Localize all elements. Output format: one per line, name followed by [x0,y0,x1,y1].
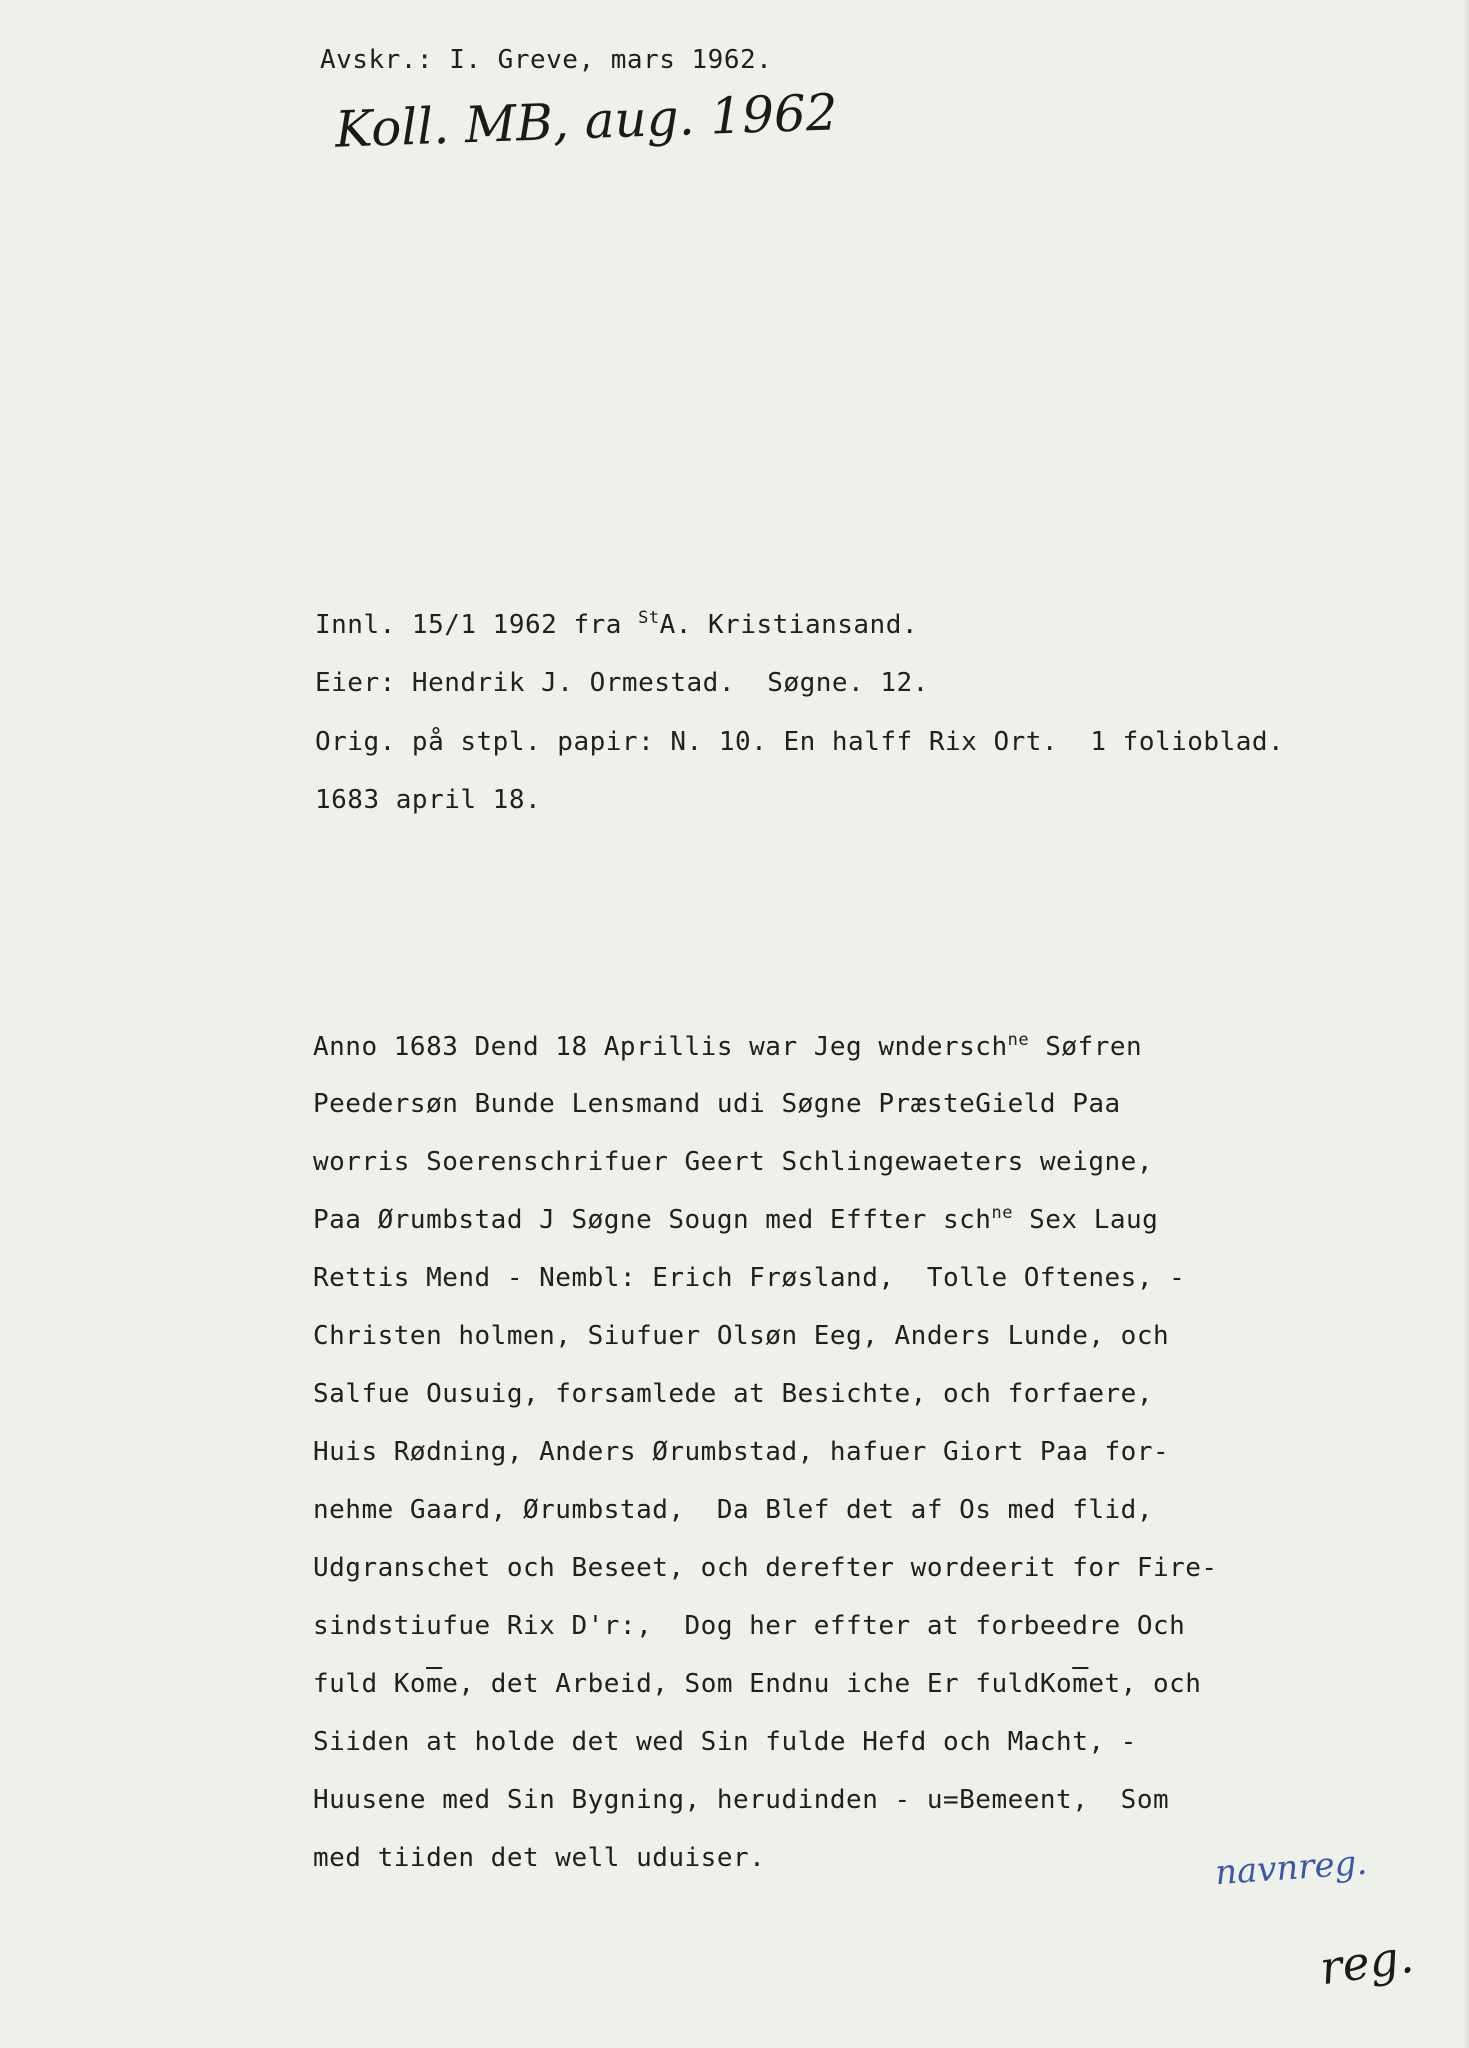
body-line: Huusene med Sin Bygning, herudinden - u=Bemeent, Som [313,1785,1170,1815]
body-line: Peedersøn Bunde Lensmand udi Søgne PræsteGield Paa [313,1089,1121,1119]
page-edge-shadow [1463,0,1469,2048]
metadata-original-line: Orig. på stpl. papir: N. 10. En halff Rix Ort. 1 folioblad. [315,727,1285,757]
body-line: Rettis Mend - Nembl: Erich Frøsland, Tolle Oftenes, - [313,1263,1186,1293]
body-line: sindstiufue Rix D'r:, Dog her effter at forbeedre Och [313,1611,1186,1641]
transcriber-note: Avskr.: I. Greve, mars 1962. [320,45,773,75]
name-register-note: navnreg. [1213,1842,1369,1894]
body-line: Christen holmen, Siufuer Olsøn Eeg, Anders Lunde, och [313,1321,1170,1351]
body-line: fuld $Ko\overline{m}e$, det Arbeid, Som Endnu iche Er $fuldKo\overline{m}et$, och [313,1669,1202,1699]
handwritten-check-note: Koll. MB, aug. 1962 [334,83,839,159]
metadata-date-line: 1683 april 18. [315,785,542,815]
body-line: nehme Gaard, Ørumbstad, Da Blef det af Os med flid, [313,1495,1153,1525]
body-line: Udgranschet och Beseet, och derefter wordeerit for Fire- [313,1553,1218,1583]
body-line: worris Soerenschrifuer Geert Schlingewaeters weigne, [313,1147,1153,1177]
metadata-received-line: Innl. 15/1 1962 fra $^{St}$A. Kristiansand. [315,608,919,640]
body-line: Huis Rødning, Anders Ørumbstad, hafuer Giort Paa for- [313,1437,1170,1467]
body-line: Salfue Ousuig, forsamlede at Besichte, och forfaere, [313,1379,1153,1409]
body-line: Anno 1683 Dend 18 Aprillis war Jeg wndersch$^{ne}$ Søfren [313,1030,1143,1062]
metadata-owner-line: Eier: Hendrik J. Ormestad. Søgne. 12. [315,668,929,698]
register-mark: reg. [1316,1928,1417,1996]
body-line: med tiiden det well uduiser. [313,1843,766,1873]
body-line: Siiden at holde det wed Sin fulde Hefd och Macht, - [313,1727,1137,1757]
body-line: Paa Ørumbstad J Søgne Sougn med Effter sch$^{ne}$ Sex Laug [313,1203,1159,1235]
